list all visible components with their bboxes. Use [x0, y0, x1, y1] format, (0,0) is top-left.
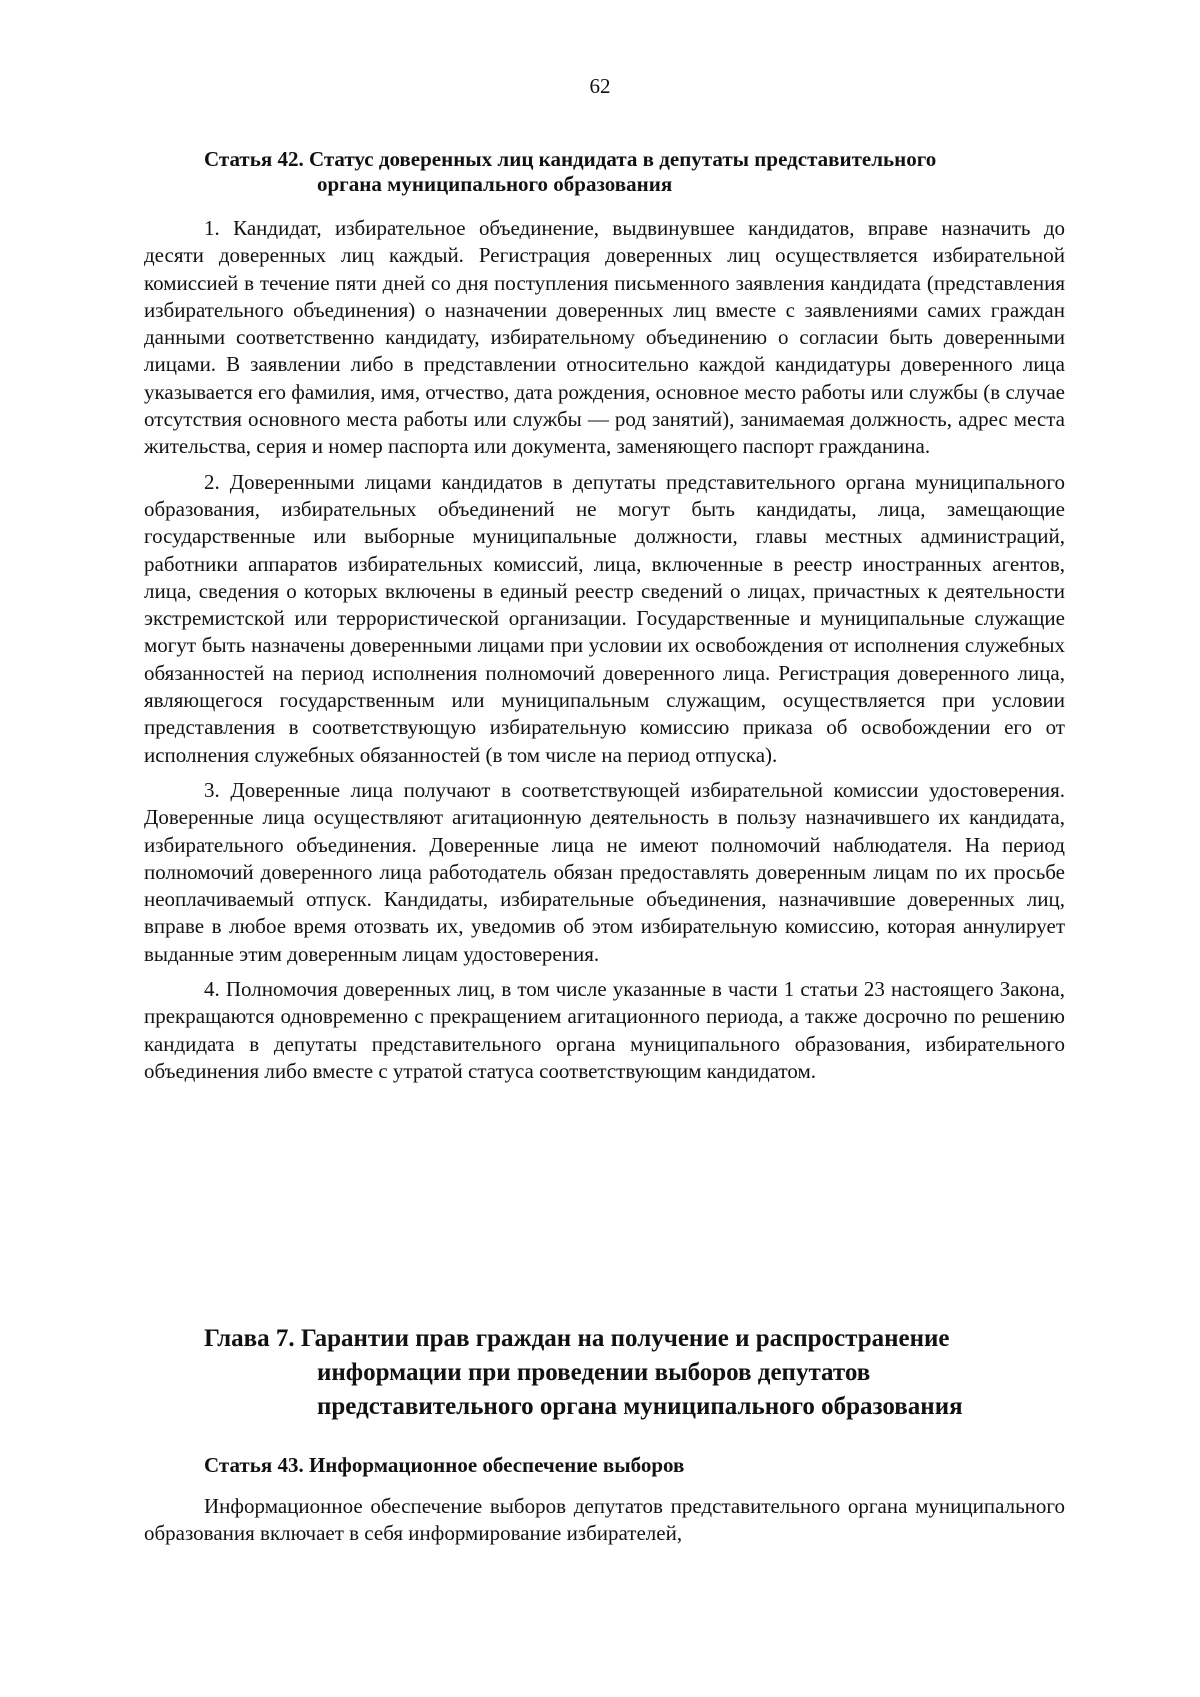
article-42-heading-line1: Статья 42. Статус доверенных лиц кандидата в депутаты представительного: [204, 147, 937, 171]
article-42-paragraph-2: 2. Доверенными лицами кандидатов в депутаты представительного органа муниципального образования, избирательных объединений не могут быть кандидаты, лица, замещающие государственные или выборные муниципальные должности, главы местных администраций, работники аппаратов избирательных комиссий, лица, включенные в реестр иностранных агентов, лица, сведения о которых включены в единый реестр сведений о лицах, причастных к деятельности экстремистской или террористической организации. Государственные и муниципальные служащие могут быть назначены доверенными лицами при условии их освобождения от исполнения служебных обязанностей на период исполнения полномочий доверенного лица. Регистрация доверенного лица, являющегося государственным или муниципальным служащим, осуществляется при условии представления в соответствующую избирательную комиссию приказа об освобождении его от исполнения служебных обязанностей (в том числе на период отпуска).: [144, 469, 1065, 767]
article-43-paragraph: Информационное обеспечение выборов депутатов представительного органа муниципального образования включает в себя информирование избирателей,: [144, 1494, 1065, 1546]
article-42-paragraph-1: 1. Кандидат, избирательное объединение, выдвинувшее кандидатов, вправе назначить до десяти доверенных лиц каждый. Регистрация доверенных лиц осуществляется избирательной комиссией в течение пяти дней со дня поступления письменного заявления кандидата (представления избирательного объединения) о назначении доверенных лиц вместе с заявлениями самих граждан данными соответственно кандидату, избирательному объединению о согласии быть доверенными лицами. В заявлении либо в представлении относительно каждой кандидатуры доверенного лица указывается его фамилия, имя, отчество, дата рождения, основное место работы или службы (в случае отсутствия основного места работы или службы — род занятий), занимаемая должность, адрес места жительства, серия и номер паспорта или документа, заменяющего паспорт гражданина.: [144, 216, 1065, 459]
article-43-body: [144, 1493, 1065, 1556]
article-43-heading: Статья 43. Информационное обеспечение выборов: [204, 1453, 685, 1477]
article-42-paragraph-4: 4. Полномочия доверенных лиц, в том числе указанные в части 1 статьи 23 настоящего Закона, прекращаются одновременно с прекращением агитационного периода, а также досрочно по решению кандидата в депутаты представительного органа муниципального образования, избирательного объединения либо вместе с утратой статуса соответствующим кандидатом.: [144, 977, 1065, 1083]
article-42-paragraph-3: 3. Доверенные лица получают в соответствующей избирательной комиссии удостоверения. Доверенные лица осуществляют агитационную деятельность в пользу назначившего их кандидата, избирательного объединения. Доверенные лица не имеют полномочий наблюдателя. На период полномочий доверенного лица работодатель обязан предоставлять доверенным лицам по их просьбе неоплачиваемый отпуск. Кандидаты, избирательные объединения, назначившие доверенных лиц, вправе в любое время отозвать их, уведомив об этом избирательную комиссию, которая аннулирует выданные этим доверенным лицам удостоверения.: [144, 777, 1065, 966]
chapter-7-heading-line1: Глава 7. Гарантии прав граждан на получение и распространение: [204, 1325, 950, 1352]
page-number: 62: [589, 74, 611, 98]
chapter-7-heading-line2: информации при проведении выборов депутатов: [317, 1359, 871, 1386]
article-42-heading: [204, 147, 1064, 197]
chapter-7-heading-line3: представительного органа муниципального образования: [317, 1393, 963, 1420]
chapter-7-heading: [204, 1322, 1074, 1424]
article-42-heading-line2: органа муниципального образования: [317, 172, 673, 196]
article-42-body: [144, 215, 1065, 1093]
